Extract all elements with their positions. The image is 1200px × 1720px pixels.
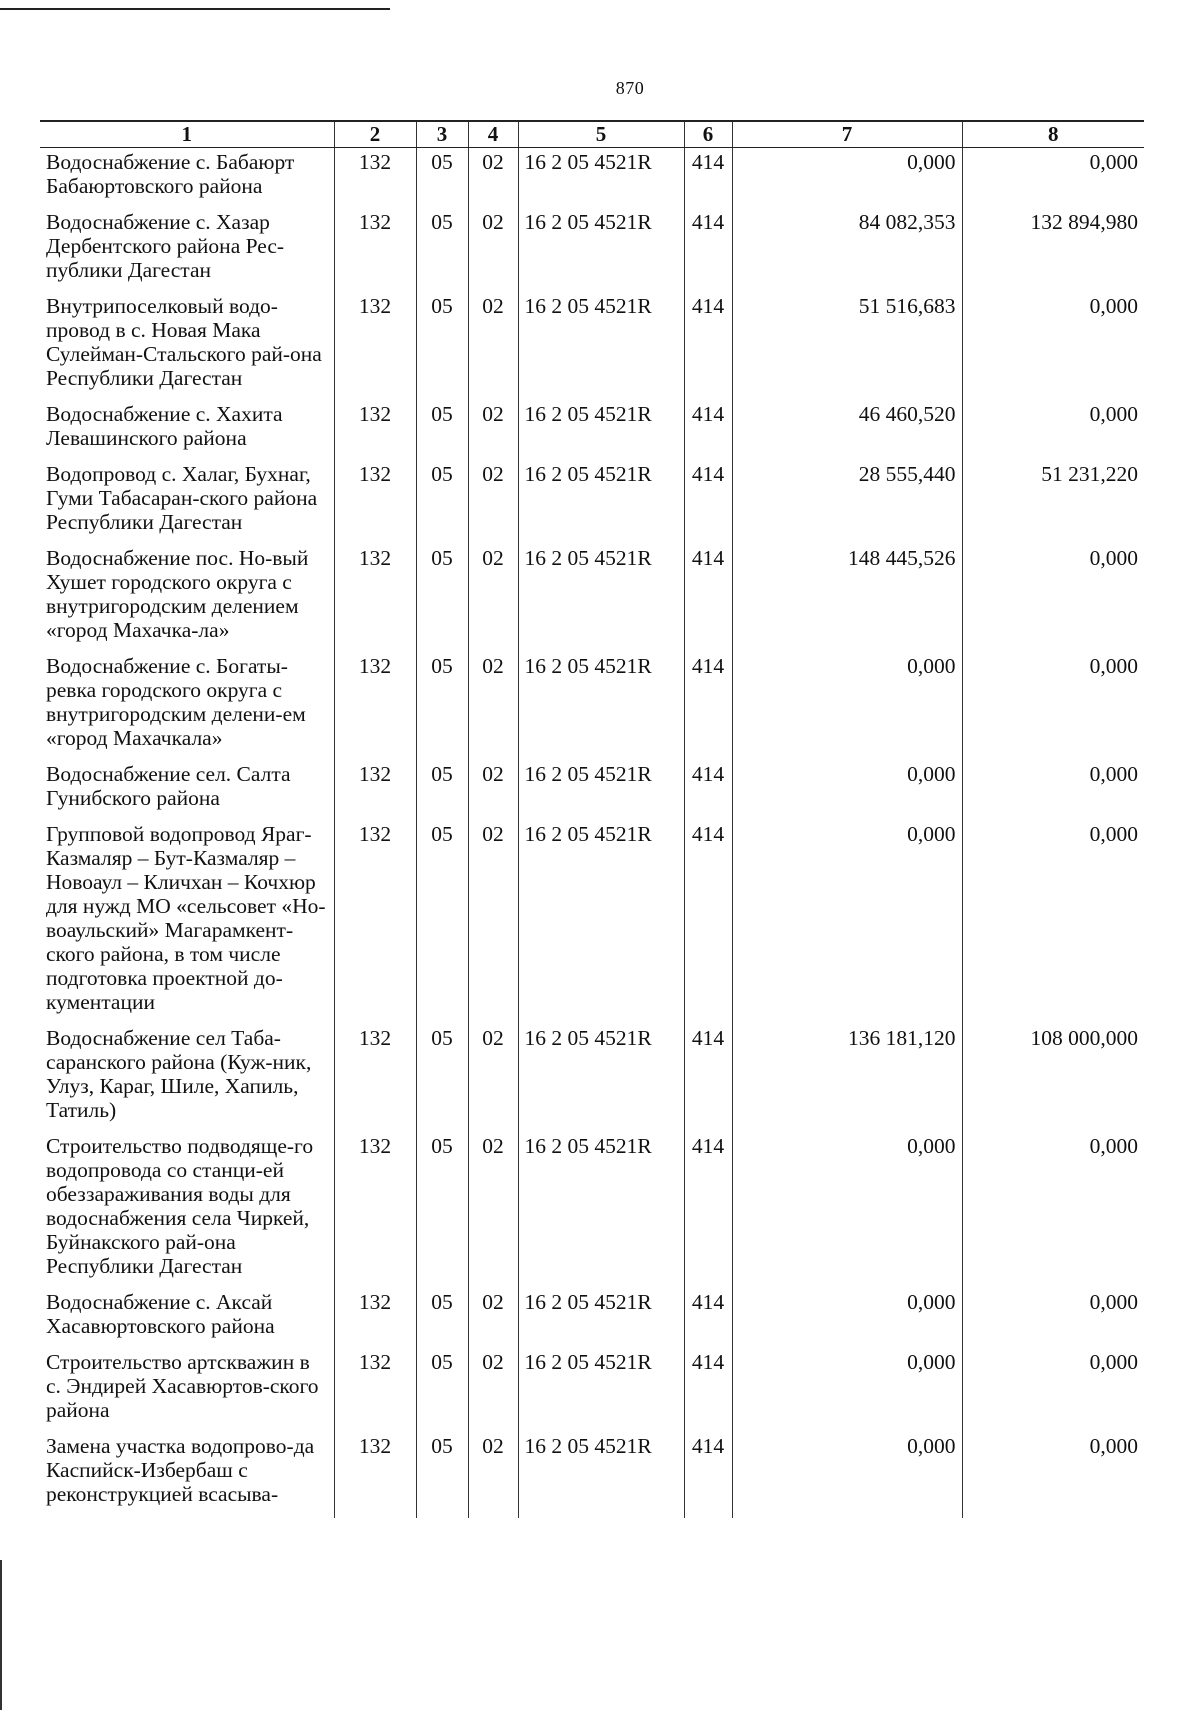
cell-ministry-code: 132 <box>334 1134 416 1290</box>
cell-expense-type: 414 <box>684 1434 732 1518</box>
cell-subsection-code: 02 <box>468 294 518 402</box>
cell-target-code: 16 2 05 4521R <box>518 1290 684 1350</box>
cell-amount-year-1: 84 082,353 <box>732 210 962 294</box>
cell-target-code: 16 2 05 4521R <box>518 822 684 1026</box>
cell-amount-year-1: 0,000 <box>732 1434 962 1518</box>
row-description: Водоснабжение пос. Но-вый Хушет городского округа с внутригородским делением «город Махачка-ла» <box>46 546 309 642</box>
cell-target-code: 16 2 05 4521R <box>518 1350 684 1434</box>
cell-subsection-code: 02 <box>468 822 518 1026</box>
cell-subsection-code: 02 <box>468 462 518 546</box>
cell-target-code: 16 2 05 4521R <box>518 1026 684 1134</box>
table-row <box>40 1350 1144 1434</box>
cell-amount-year-2: 108 000,000 <box>962 1026 1144 1134</box>
cell-amount-year-2: 0,000 <box>962 822 1144 1026</box>
cell-section-code: 05 <box>416 1026 468 1134</box>
cell-section-code: 05 <box>416 1350 468 1434</box>
cell-target-code: 16 2 05 4521R <box>518 1134 684 1290</box>
cell-ministry-code: 132 <box>334 1434 416 1518</box>
cell-amount-year-2: 0,000 <box>962 1434 1144 1518</box>
cell-target-code: 16 2 05 4521R <box>518 148 684 211</box>
cell-amount-year-1: 46 460,520 <box>732 402 962 462</box>
cell-ministry-code: 132 <box>334 294 416 402</box>
page-number: 870 <box>615 78 645 98</box>
cell-amount-year-1: 0,000 <box>732 762 962 822</box>
cell-ministry-code: 132 <box>334 762 416 822</box>
cell-section-code: 05 <box>416 1134 468 1290</box>
cell-subsection-code: 02 <box>468 1026 518 1134</box>
table-row <box>40 210 1144 294</box>
row-description: Внутрипоселковый водо-провод в с. Новая Мака Сулейман-Стальского рай-она Республики Дагестан <box>46 294 322 390</box>
cell-subsection-code: 02 <box>468 1134 518 1290</box>
table-row <box>40 1026 1144 1134</box>
cell-subsection-code: 02 <box>468 654 518 762</box>
cell-amount-year-1: 148 445,526 <box>732 546 962 654</box>
table-row <box>40 1134 1144 1290</box>
column-header-2: 2 <box>334 121 416 148</box>
cell-amount-year-1: 28 555,440 <box>732 462 962 546</box>
column-header-3: 3 <box>416 121 468 148</box>
cell-amount-year-1: 0,000 <box>732 822 962 1026</box>
cell-amount-year-1: 0,000 <box>732 654 962 762</box>
cell-section-code: 05 <box>416 294 468 402</box>
budget-table <box>40 120 1144 1518</box>
cell-section-code: 05 <box>416 654 468 762</box>
cell-section-code: 05 <box>416 402 468 462</box>
column-header-5: 5 <box>518 121 684 148</box>
cell-section-code: 05 <box>416 462 468 546</box>
cell-expense-type: 414 <box>684 1290 732 1350</box>
table-row <box>40 294 1144 402</box>
cell-amount-year-2: 0,000 <box>962 762 1144 822</box>
cell-ministry-code: 132 <box>334 546 416 654</box>
cell-subsection-code: 02 <box>468 1350 518 1434</box>
cell-amount-year-1: 0,000 <box>732 1350 962 1434</box>
cell-ministry-code: 132 <box>334 1026 416 1134</box>
cell-target-code: 16 2 05 4521R <box>518 294 684 402</box>
table-row <box>40 402 1144 462</box>
cell-ministry-code: 132 <box>334 822 416 1026</box>
cell-ministry-code: 132 <box>334 462 416 546</box>
row-description: Строительство подводяще-го водопровода со станци-ей обеззараживания воды для водоснабжения села Чиркей, Буйнакского рай-она Республики Дагестан <box>46 1134 314 1278</box>
column-header-4: 4 <box>468 121 518 148</box>
cell-ministry-code: 132 <box>334 1350 416 1434</box>
row-description: Водоснабжение с. Аксай Хасавюртовского района <box>46 1290 275 1338</box>
cell-ministry-code: 132 <box>334 210 416 294</box>
cell-amount-year-2: 0,000 <box>962 1290 1144 1350</box>
cell-amount-year-1: 0,000 <box>732 1134 962 1290</box>
cell-expense-type: 414 <box>684 148 732 211</box>
cell-ministry-code: 132 <box>334 148 416 211</box>
row-description: Водоснабжение с. Богаты-ревка городского округа с внутригородским делени-ем «город Махачкала» <box>46 654 306 750</box>
cell-section-code: 05 <box>416 210 468 294</box>
cell-target-code: 16 2 05 4521R <box>518 1434 684 1518</box>
column-header-7: 7 <box>732 121 962 148</box>
cell-amount-year-1: 51 516,683 <box>732 294 962 402</box>
row-description: Водоснабжение с. Хазар Дербентского района Рес-публики Дагестан <box>46 210 285 282</box>
cell-expense-type: 414 <box>684 402 732 462</box>
cell-target-code: 16 2 05 4521R <box>518 462 684 546</box>
row-description: Водоснабжение сел. Салта Гунибского района <box>46 762 291 810</box>
cell-subsection-code: 02 <box>468 210 518 294</box>
cell-target-code: 16 2 05 4521R <box>518 762 684 822</box>
table-body <box>40 148 1144 1519</box>
table-row <box>40 654 1144 762</box>
cell-subsection-code: 02 <box>468 1434 518 1518</box>
cell-ministry-code: 132 <box>334 402 416 462</box>
cell-amount-year-1: 0,000 <box>732 1290 962 1350</box>
row-description: Водоснабжение с. Бабаюрт Бабаюртовского района <box>46 150 295 198</box>
cell-amount-year-2: 132 894,980 <box>962 210 1144 294</box>
cell-amount-year-2: 0,000 <box>962 1350 1144 1434</box>
cell-expense-type: 414 <box>684 762 732 822</box>
header-row <box>40 121 1144 148</box>
budget-table-container <box>40 120 1144 1518</box>
cell-expense-type: 414 <box>684 462 732 546</box>
cell-section-code: 05 <box>416 762 468 822</box>
cell-amount-year-2: 0,000 <box>962 1134 1144 1290</box>
cell-target-code: 16 2 05 4521R <box>518 546 684 654</box>
table-row <box>40 762 1144 822</box>
table-row <box>40 822 1144 1026</box>
row-description: Водоснабжение с. Хахита Левашинского района <box>46 402 283 450</box>
table-row <box>40 1290 1144 1350</box>
table-row <box>40 148 1144 211</box>
cell-section-code: 05 <box>416 148 468 211</box>
cell-target-code: 16 2 05 4521R <box>518 402 684 462</box>
table-row <box>40 1434 1144 1518</box>
cell-subsection-code: 02 <box>468 402 518 462</box>
cell-expense-type: 414 <box>684 1350 732 1434</box>
table-header <box>40 121 1144 148</box>
table-row <box>40 546 1144 654</box>
cell-amount-year-2: 0,000 <box>962 402 1144 462</box>
cell-amount-year-1: 0,000 <box>732 148 962 211</box>
column-header-8: 8 <box>962 121 1144 148</box>
row-description: Водоснабжение сел Таба-саранского района (Куж-ник, Улуз, Караг, Шиле, Хапиль, Татиль) <box>46 1026 312 1122</box>
cell-subsection-code: 02 <box>468 1290 518 1350</box>
cell-amount-year-1: 136 181,120 <box>732 1026 962 1134</box>
cell-expense-type: 414 <box>684 210 732 294</box>
cell-amount-year-2: 0,000 <box>962 546 1144 654</box>
cell-expense-type: 414 <box>684 654 732 762</box>
cell-expense-type: 414 <box>684 822 732 1026</box>
column-header-6: 6 <box>684 121 732 148</box>
cell-section-code: 05 <box>416 822 468 1026</box>
cell-expense-type: 414 <box>684 294 732 402</box>
column-header-1: 1 <box>40 121 334 148</box>
cell-expense-type: 414 <box>684 546 732 654</box>
cell-section-code: 05 <box>416 1290 468 1350</box>
cell-section-code: 05 <box>416 546 468 654</box>
cell-section-code: 05 <box>416 1434 468 1518</box>
cell-amount-year-2: 0,000 <box>962 654 1144 762</box>
cell-ministry-code: 132 <box>334 1290 416 1350</box>
scan-left-edge <box>0 1560 2 1710</box>
cell-expense-type: 414 <box>684 1026 732 1134</box>
cell-subsection-code: 02 <box>468 762 518 822</box>
cell-subsection-code: 02 <box>468 148 518 211</box>
cell-amount-year-2: 0,000 <box>962 294 1144 402</box>
row-description: Групповой водопровод Яраг-Казмаляр – Бут-Казмаляр – Новоаул – Кличхан – Кочхюр для нужд МО «сельсовет «Но-воаульский» Магарамкент-ского района, в том числе подготовка проектной до-кументации <box>46 822 326 1014</box>
cell-amount-year-2: 51 231,220 <box>962 462 1144 546</box>
cell-target-code: 16 2 05 4521R <box>518 654 684 762</box>
cell-ministry-code: 132 <box>334 654 416 762</box>
scan-top-rule <box>0 8 390 10</box>
cell-target-code: 16 2 05 4521R <box>518 210 684 294</box>
row-description: Замена участка водопрово-да Каспийск-Избербаш с реконструкцией всасыва- <box>46 1434 315 1506</box>
cell-subsection-code: 02 <box>468 546 518 654</box>
table-row <box>40 462 1144 546</box>
cell-expense-type: 414 <box>684 1134 732 1290</box>
row-description: Строительство артскважин в с. Эндирей Хасавюртов-ского района <box>46 1350 319 1422</box>
cell-amount-year-2: 0,000 <box>962 148 1144 211</box>
row-description: Водопровод с. Халаг, Бухнаг, Гуми Табасаран-ского района Республики Дагестан <box>46 462 318 534</box>
